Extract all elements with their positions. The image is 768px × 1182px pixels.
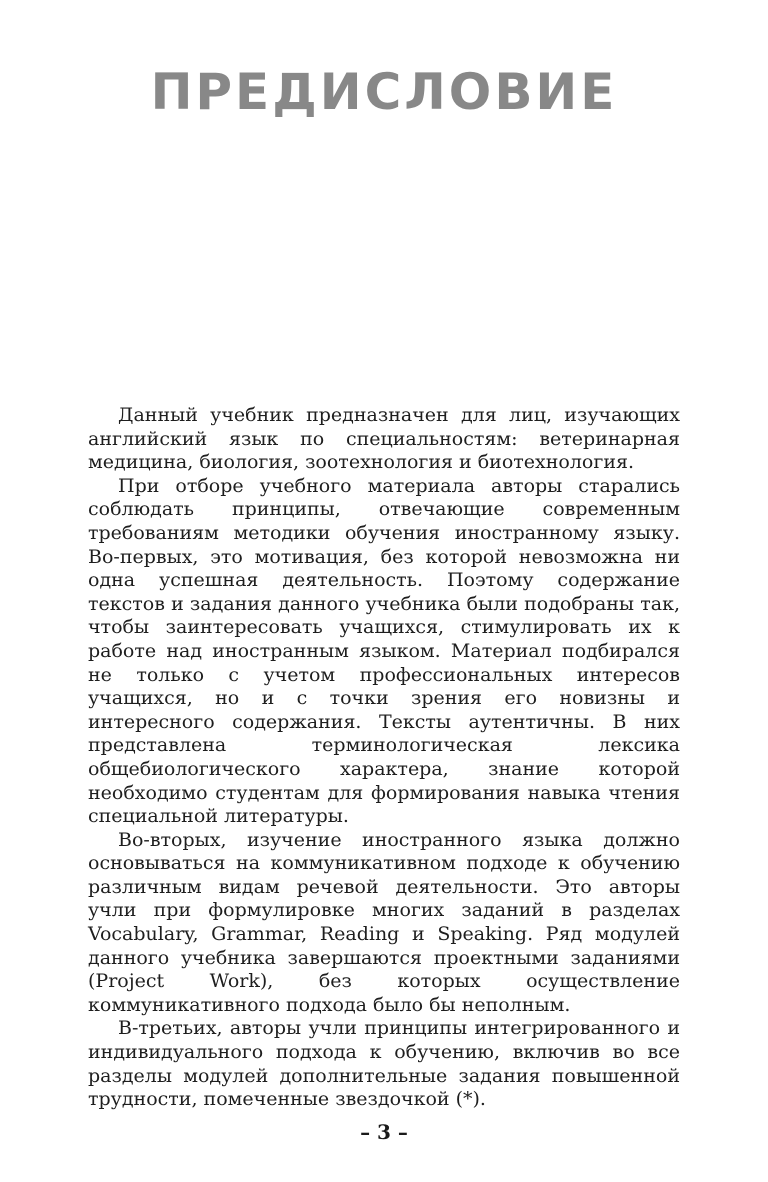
paragraph-3: Во-вторых, изучение иностранного языка должно основываться на коммуникативном подходе к обучению различным видам речевой деятельности. Это авторы учли при формулировке многих заданий в разделах Vocabulary, Grammar, Reading и Speaking. Ряд модулей данного учебника завершаются проектными заданиями (Project Work), без которых осуществление коммуникативного подхода было бы неполным. — [88, 828, 680, 1016]
page-title: ПРЕДИСЛОВИЕ — [150, 63, 618, 121]
page-number: – 3 – — [360, 1120, 408, 1144]
paragraph-2: При отборе учебного материала авторы старались соблюдать принципы, отвечающие современным требованиям методики обучения иностранному языку. Во-первых, это мотивация, без которой невозможна ни одна успешная деятельность. Поэтому содержание текстов и задания данного учебника были подобраны так, чтобы заинтересовать учащихся, стимулировать их к работе над иностранным языком. Материал подбирался не только с учетом профессиональных интересов учащихся, но и с точки зрения его новизны и интересного содержания. Тексты аутентичны. В них представлена терминологическая лексика общебиологического характера, знание которой необходимо студентам для формирования навыка чтения специальной литературы. — [88, 474, 680, 828]
paragraph-4: В-третьих, авторы учли принципы интегрированного и индивидуального подхода к обучению, включив во все разделы модулей дополнительные задания повышенной трудности, помеченные звездочкой (*). — [88, 1017, 680, 1111]
paragraph-1: Данный учебник предназначен для лиц, изучающих английский язык по специальностям: ветеринарная медицина, биология, зоотехнология и биотехнология. — [88, 404, 680, 474]
preface-body — [88, 404, 680, 1112]
